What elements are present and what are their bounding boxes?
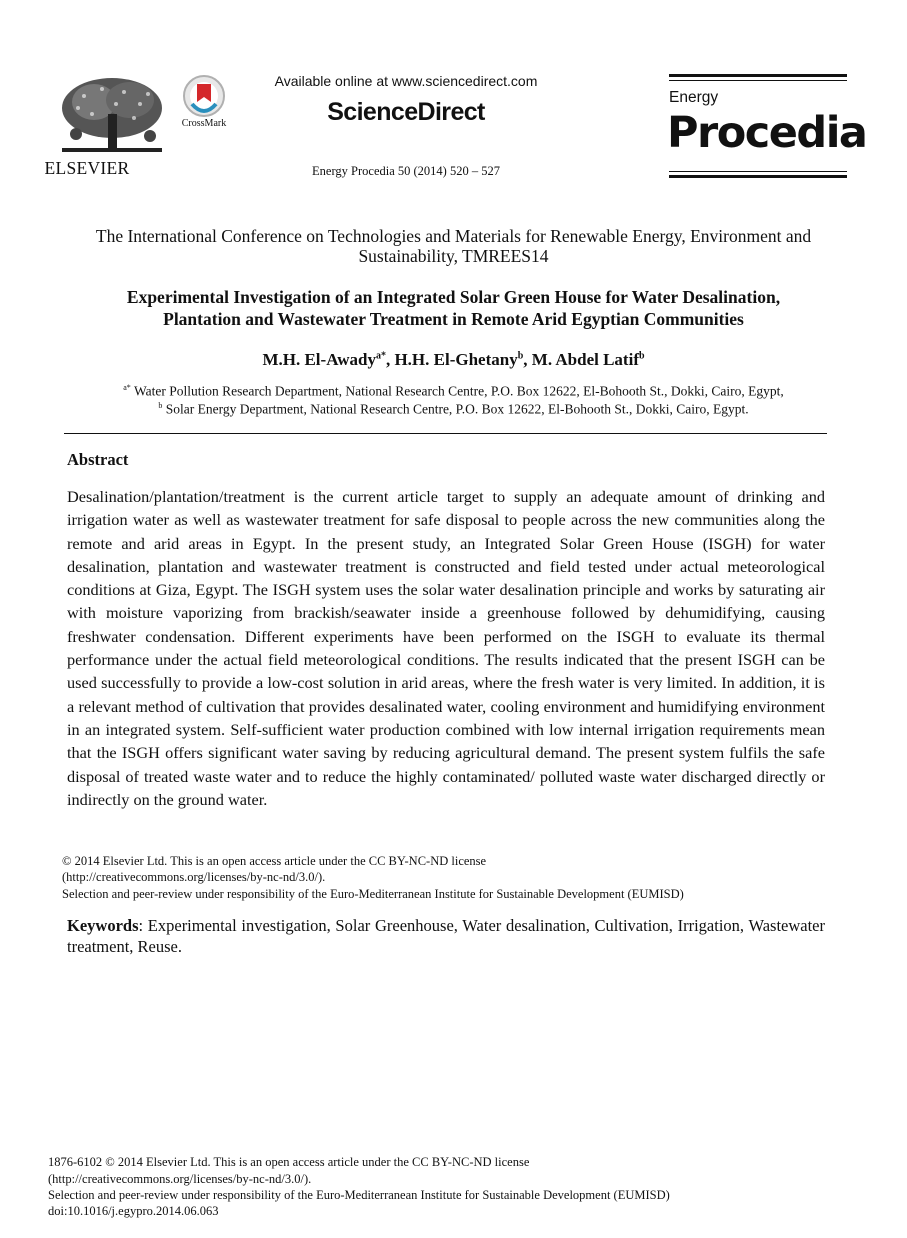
affiliation-a	[60, 383, 847, 400]
available-online: Available online at www.sciencedirect.com	[274, 73, 538, 89]
affiliation-text: Water Pollution Research Department, National Research Centre, P.O. Box 12622, El-Bohooth St., Dokki, Cairo, Egypt,	[133, 383, 784, 399]
journal-logo	[667, 74, 867, 178]
author-affiliation-mark: b	[517, 350, 524, 362]
author-separator: ,	[523, 350, 532, 369]
journal-citation: Energy Procedia 50 (2014) 520 – 527	[312, 164, 500, 178]
footer-doi[interactable]: doi:10.1016/j.egypro.2014.06.063	[48, 1204, 219, 1218]
journal-logo-rule-bottom	[669, 175, 847, 178]
paper-title-line-2: Plantation and Wastewater Treatment in Remote Arid Egyptian Communities	[163, 309, 744, 329]
author-affiliation-mark: a*	[375, 350, 386, 362]
paper-title	[60, 286, 847, 330]
footer-license-link[interactable]: (http://creativecommons.org/licenses/by-nc-nd/3.0/).	[48, 1172, 312, 1186]
crossmark-label: CrossMark	[181, 118, 227, 129]
abstract-heading: Abstract	[67, 450, 129, 469]
journal-name-small: Energy	[669, 89, 719, 106]
author-name: M. Abdel Latif	[531, 350, 639, 369]
license-line: © 2014 Elsevier Ltd. This is an open access article under the CC BY-NC-ND license	[62, 854, 487, 868]
elsevier-tree-icon	[54, 74, 170, 156]
section-divider	[64, 433, 827, 434]
crossmark-badge[interactable]	[176, 74, 232, 134]
journal-logo-rule-bottom-thin	[669, 171, 847, 172]
author-list	[60, 350, 847, 370]
keywords	[67, 915, 825, 957]
publisher-name: ELSEVIER	[44, 158, 130, 178]
crossmark-icon	[176, 74, 232, 118]
author-name: H.H. El-Ghetany	[394, 350, 518, 369]
affiliation-b	[60, 401, 847, 418]
abstract-body: Desalination/plantation/treatment is the current article target to supply an adequate amount of drinking and irrigation water as well as wastewater treatment for safe disposal to people across the new communities along the remote and arid areas in Egypt. In the present study, an Integrated Solar Green House (ISGH) for water desalination, plantation and wastewater treatment is constructed and field tested under actual meteorological conditions at Giza, Egypt. The ISGH system uses the solar water desalination principle and works by saturating air with moisture vaporizing from brackish/seawater inside a greenhouse followed by dehumidifying, causing freshwater condensation. Different experiments have been performed on the ISGH to evaluate its thermal performance under the actual field meteorological conditions. The results indicated that the present ISGH can be used successfully to provide a low-cost solution in arid areas, where the fresh water is very limited. In addition, it is a relevant method of cultivation that provides desalinated water, cooling environment and humidifying environment in an integrated system. Self-sufficient water production combined with low internal irrigation requirements mean that the ISGH offers significant water saving by reducing agricultural demand. The present system fulfils the safe disposal of treated waste water and to reduce the highly contaminated/ polluted waste water discharged directly or indirectly on the ground water.	[67, 487, 825, 809]
journal-name-large: Procedia	[667, 108, 867, 158]
elsevier-logo	[26, 74, 148, 180]
footer-issn-line: 1876-6102 © 2014 Elsevier Ltd. This is an open access article under the CC BY-NC-ND license	[48, 1155, 530, 1169]
keywords-label: Keywords	[67, 916, 139, 935]
journal-logo-rule-top-thin	[669, 80, 847, 81]
sciencedirect-logo: ScienceDirect	[327, 98, 485, 126]
footer-peer-review: Selection and peer-review under responsibility of the Euro-Mediterranean Institute for Sustainable Development (EUMISD)	[48, 1188, 670, 1202]
peer-review-line: Selection and peer-review under responsibility of the Euro-Mediterranean Institute for Sustainable Development (EUMISD)	[62, 887, 684, 901]
license-link[interactable]: (http://creativecommons.org/licenses/by-nc-nd/3.0/).	[62, 870, 326, 884]
journal-logo-rule-top	[669, 74, 847, 77]
author-affiliation-mark: b	[638, 350, 645, 362]
conference-name: The International Conference on Technologies and Materials for Renewable Energy, Environment and Sustainability, TMREES14	[95, 226, 812, 266]
affiliation-mark: b	[158, 401, 163, 410]
author-separator: ,	[385, 350, 395, 369]
affiliation-mark: a*	[123, 383, 131, 392]
affiliation-text: Solar Energy Department, National Research Centre, P.O. Box 12622, El-Bohooth St., Dokki, Cairo, Egypt.	[165, 401, 749, 417]
paper-title-line-1: Experimental Investigation of an Integrated Solar Green House for Water Desalination,	[126, 287, 781, 307]
keywords-text: : Experimental investigation, Solar Greenhouse, Water desalination, Cultivation, Irrigation, Wastewater treatment, Reuse.	[67, 916, 825, 956]
author-name: M.H. El-Awady	[262, 350, 376, 369]
